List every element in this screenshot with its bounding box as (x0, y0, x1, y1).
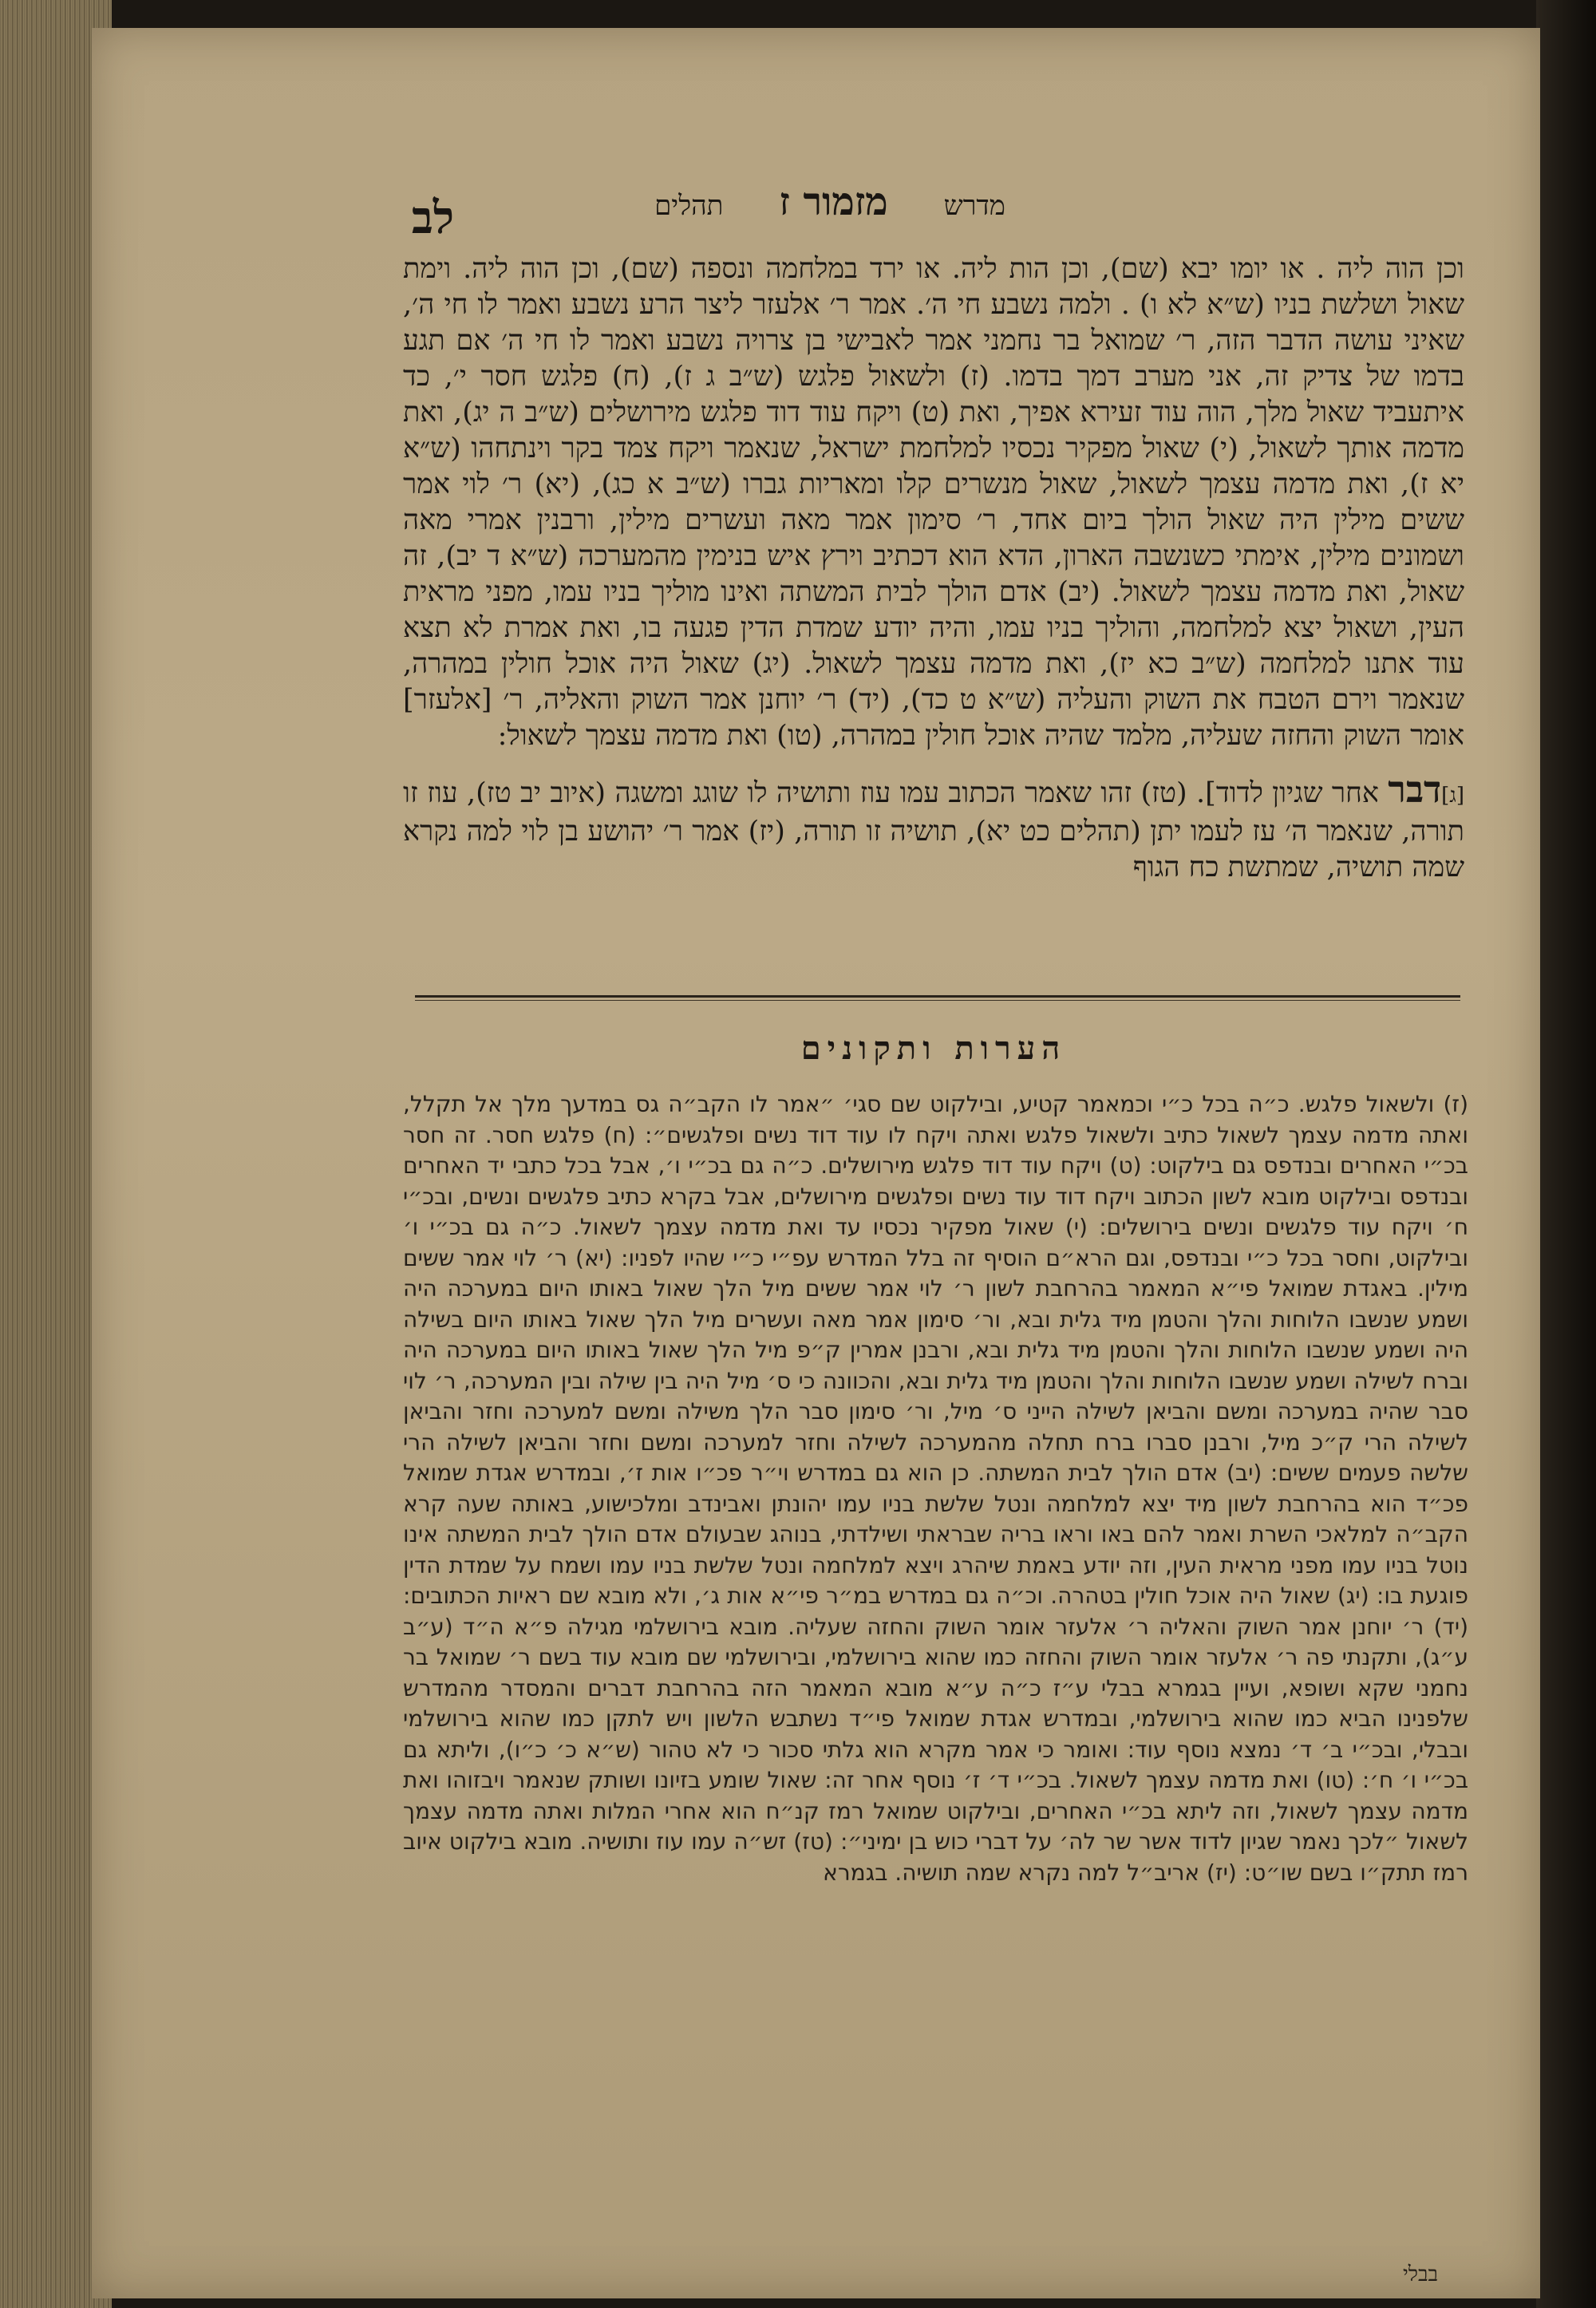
running-head-center: מזמור ז (779, 180, 888, 224)
book-gutter-shadow (1536, 0, 1596, 2308)
running-head-left: תהלים (654, 190, 724, 222)
notes-heading: הערות ותקונים (800, 1030, 1067, 1067)
notes-body (403, 1089, 1468, 2255)
main-text-block-1: וכן הוה ליה . או יומו יבא (שם), וכן הות ליה. או ירד במלחמה ונספה (שם), וכן הוה ליה. וימת שאול ושלשת בניו (ש״א לא ו) . ולמה נשבע חי ה׳. אמר ר׳ אלעזר ליצר הרע נשבע ואמר לו חי ה׳, שאיני עושה הדבר הזה, ר׳ שמואל בר נחמני אמר לאבישי בן צרויה נשבע ואמר לו חי ה׳ אם תגע בדמו של צדיק זה, אני מערב דמך בדמו. (ז) ולשאול פלגש (ש״ב ג ז), (ח) פלגש חסר י׳, כד איתעביד שאול מלך, הוה עוד זעירא אפיך, ואת (ט) ויקח עוד דוד פלגש מירושלים (ש״ב ה יג), ואת מדמה אותך לשאול, (י) שאול מפקיר נכסיו למלחמת ישראל, שנאמר ויקח צמד בקר וינתחהו (ש״א יא ז), ואת מדמה עצמך לשאול, שאול מנשרים קלו ומאריות גברו (ש״ב א כג), (יא) ר׳ לוי אמר ששים מילין היה שאול הולך ביום אחד, ר׳ סימון אמר מאה ועשרים מילין, ורבנין אמרי מאה ושמונים מילין, אימתי כשנשבה הארון, הדא הוא דכתיב וירץ איש בנימין מהמערכה (ש״א ד יב), זה שאול, ואת מדמה עצמך לשאול. (יב) אדם הולך לבית המשתה ואינו מוליך בניו עמו, מפני מראית העין, ושאול יצא למלחמה, והוליך בניו עמו, והיה יודע שמדת הדין פגעה בו, ואת אמרת לא תצא עוד אתנו למלחמה (ש״ב כא יז), ואת מדמה עצמך לשאול. (יג) שאול היה אוכל חולין במהרה, שנאמר וירם הטבח את השוק והעליה (ש״א ט כד), (יד) ר׳ יוחנן אמר השוק והאליה, ר׳ [אלעזר] אומר השוק והחזה שעליה, מלמד שהיה אוכל חולין במהרה, (טו) ואת מדמה עצמך לשאול: (403, 253, 1464, 752)
running-head (311, 180, 1349, 235)
dibbur-hamatchil: דבר (1388, 768, 1442, 811)
main-text-block-2-body: אחר שגיון לדוד]. (טז) זהו שאמר הכתוב עמו עוז ותושיה לו שוגג ומשגה (איוב יב טז), עוז זו תורה, שנאמר ה׳ עז לעמו יתן (תהלים כט יא), תושיה זו תורה, (יז) אמר ר׳ יהושע בן לוי למה נקרא שמה תושיה, שמתשת כח הגוף (403, 777, 1464, 883)
section-marker: [ג] (1441, 784, 1464, 808)
catchword: בבלי (1402, 2263, 1439, 2286)
running-head-right: מדרש (943, 190, 1005, 222)
page-number: לב (411, 192, 455, 244)
section-divider (415, 995, 1460, 998)
notes-paragraph: (ז) ולשאול פלגש. כ״ה בכל כ״י וכמאמר קטיע, ובילקוט שם סגי׳ ״אמר לו הקב״ה גס במדעך מלך אל תקלל, ואתה מדמה עצמך לשאול כתיב ולשאול פלגש ואתה ויקח לו עוד דוד נשים ופלגשים״: (ח) פלגש חסר. זה חסר בכ״י האחרים ובנדפס גם בילקוט: (ט) ויקח עוד דוד פלגש מירושלים. כ״ה גם בכ״י ו׳, אבל בכל כתבי יד האחרים ובנדפס ובילקוט מובא לשון הכתוב ויקח דוד עוד נשים ופלגשים מירושלים, אבל בקרא כתיב פלגשים ונשים, ובכ״י ח׳ ויקח עוד פלגשים ונשים בירושלים: (י) שאול מפקיר נכסיו עד ואת מדמה עצמך לשאול. כ״ה גם בכ״י ו׳ ובילקוט, וחסר בכל כ״י ובנדפס, וגם הרא״ם הוסיף זה בלל המדרש עפ״י כ״י שהיו לפניו: (יא) ר׳ לוי אמר ששים מילין. באגדת שמואל פי״א המאמר בהרחבת לשון ר׳ לוי אמר ששים מיל הלך שאול באותו היום במערכה היה ושמע שנשבו הלוחות והלך והטמן מיד גלית ובא, ור׳ סימון אמר מאה ועשרים מיל הלך שאול באותו היום בשילה היה ושמע שנשבו הלוחות והלך והטמן מיד גלית ובא, ורבנן אמרין ק״פ מיל הלך שאול באותו היום במערכה היה וברח לשילה ושמע שנשבו הלוחות והלך והטמן מיד גלית ובא, והכוונה כי ס׳ מיל היה בין שילה ובין המערכה, ר׳ לוי סבר שהיה במערכה ומשם והביאן לשילה הייני ס׳ מיל, ור׳ סימון סבר הלך משילה ומשם למערכה וחזר והביאן לשילה הרי ק״כ מיל, ורבנן סברו ברח תחלה מהמערכה לשילה וחזר למערכה ומשם וחזר והביאן לשילה הרי שלשה פעמים ששים: (יב) אדם הולך לבית המשתה. כן הוא גם במדרש וי״ר פכ״ו אות ז׳, ובמדרש אגדת שמואל פכ״ד הוא בהרחבת לשון מיד יצא למלחמה ונטל שלשת בניו עמו יהונתן ואבינדב ומלכישוע, באותה שעה קרא הקב״ה למלאכי השרת ואמר להם באו וראו בריה שבראתי ושילדתי, בנוהג שבעולם אדם הולך לבית המשתה אינו נוטל בניו עמו מפני מראית העין, וזה יודע באמת שיהרג ויצא למלחמה ונטל שלשת בניו עמו ושמח על שמדת הדין פוגעת בו: (יג) שאול היה אוכל חולין בטהרה. וכ״ה גם במדרש במ״ר פי״א אות ג׳, ולא מובא שם ראיות הכתובים: (יד) ר׳ יוחנן אמר השוק והאליה ר׳ אלעזר אומר השוק והחזה שעליה. מובא בירושלמי מגילה פ״א ה״ד (ע״ב ע״ג), ותקנתי פה ר׳ אלעזר אומר השוק והחזה כמו שהוא בירושלמי, ובירושלמי שם מובא עוד בשם ר׳ שמואל בר נחמני שקא ושופא, ועיין בגמרא בבלי ע״ז כ״ה ע״א מובא המאמר הזה בהרחבת דברים והמסדר מהמדרש שלפנינו הביא כמו שהוא בירושלמי, ובמדרש אגדת שמואל פי״ד נשתבש הלשון ויש לתקן כמו שהוא בירושלמי ובבלי, ובכ״י ב׳ ד׳ נמצא נוסף עוד: ואומר כי אמר מקרא הוא גלתי סכור כי לא טהור (ש״א כ׳ כ״ו), וליתא גם בכ״י ו׳ ח׳: (טו) ואת מדמה עצמך לשאול. בכ״י ד׳ ז׳ נוסף אחר זה: שאול שומע בזיונו ושותק שנאמר ויבזוהו ואת מדמה עצמך לשאול, וזה ליתא בכ״י האחרים, ובילקוט שמואל רמז קנ״ח הוא אחרי המלות ואתה מדמה עצמך לשאול ״לכך נאמר שגיון לדוד אשר שר לה׳ על דברי כוש בן ימיני״: (טז) זש״ה עמו עוז ותושיה. מובא בילקוט איוב רמז תתק״ו בשם שו״ט: (יז) אריב״ל למה נקרא שמה תושיה. בגמרא (403, 1091, 1468, 1886)
main-text-block-2 (403, 768, 1464, 886)
section-divider-thin (415, 1000, 1460, 1001)
midrash-main-text (403, 251, 1464, 986)
